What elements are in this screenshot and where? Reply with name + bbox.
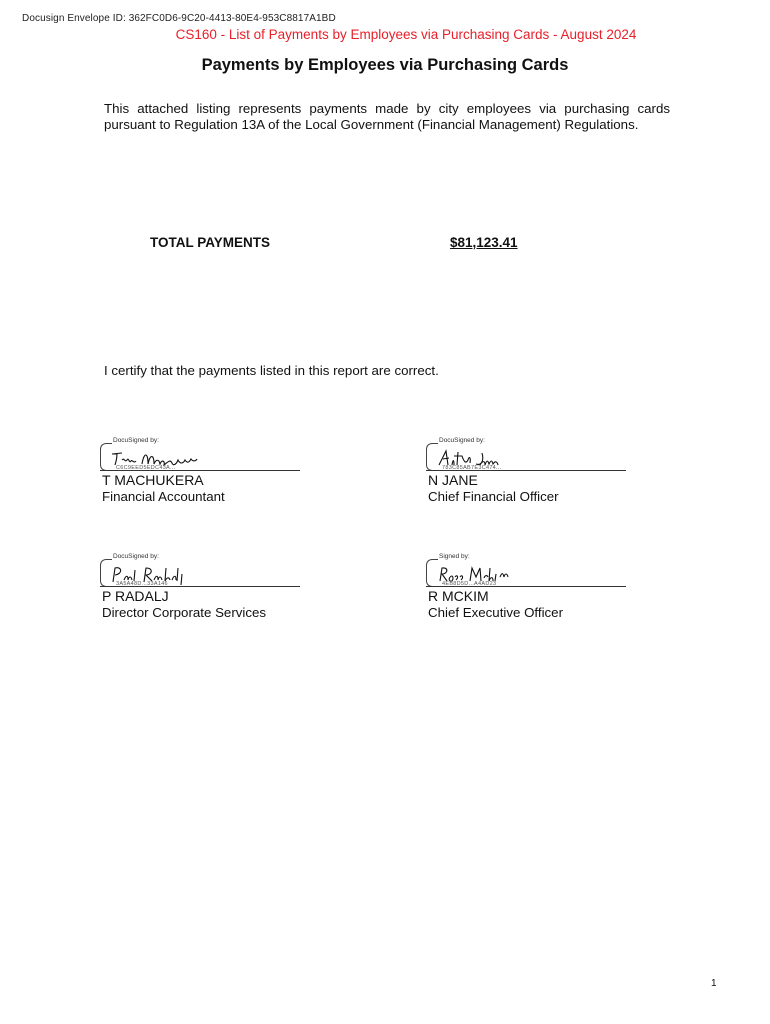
signatory-role: Chief Financial Officer (428, 489, 559, 504)
signature-line (426, 586, 626, 587)
signature-block-mckim (426, 553, 646, 643)
signed-by-label: Signed by: (439, 553, 470, 560)
intro-paragraph: This attached listing represents payments made by city employees via purchasing cards pursuant to Regulation 13A of the Local Government (Financial Management) Regulations. (104, 101, 670, 132)
signed-by-label: DocuSigned by: (113, 553, 159, 560)
signatory-name: T MACHUKERA (102, 472, 204, 488)
signatory-name: N JANE (428, 472, 478, 488)
signature-block-machukera (100, 437, 320, 527)
signature-line (100, 586, 300, 587)
total-payments-label: TOTAL PAYMENTS (150, 235, 271, 250)
signatory-role: Director Corporate Services (102, 605, 267, 620)
signature-line (100, 470, 300, 471)
signatory-role: Financial Accountant (102, 489, 225, 504)
signatory-name: P RADALJ (102, 588, 169, 604)
total-payments-value: $81,123.41 (450, 235, 518, 250)
signature-hash: 783C85AB7E3C474... (442, 465, 502, 471)
certification-statement: I certify that the payments listed in this report are correct. (104, 363, 439, 378)
document-header: CS160 - List of Payments by Employees via Purchasing Cards - August 2024 (175, 27, 637, 42)
signature-block-radalj (100, 553, 320, 643)
page-number: 1 (711, 978, 717, 989)
signatory-role: Chief Executive Officer (428, 605, 563, 620)
signature-hash: C6C9EED5EDC43A... (116, 465, 176, 471)
signature-line (426, 470, 626, 471)
page-title: Payments by Employees via Purchasing Cards (201, 56, 569, 74)
signature-hash: 3A5A48D...33A146 (116, 581, 168, 587)
signed-by-label: DocuSigned by: (113, 437, 159, 444)
signature-hash: 4EB8D5D...A4AD23 (442, 581, 497, 587)
envelope-id: Docusign Envelope ID: 362FC0D6-9C20-4413-80E4-953C8817A1BD (22, 13, 336, 24)
signature-block-jane (426, 437, 646, 527)
signed-by-label: DocuSigned by: (439, 437, 485, 444)
signatory-name: R MCKIM (428, 588, 489, 604)
